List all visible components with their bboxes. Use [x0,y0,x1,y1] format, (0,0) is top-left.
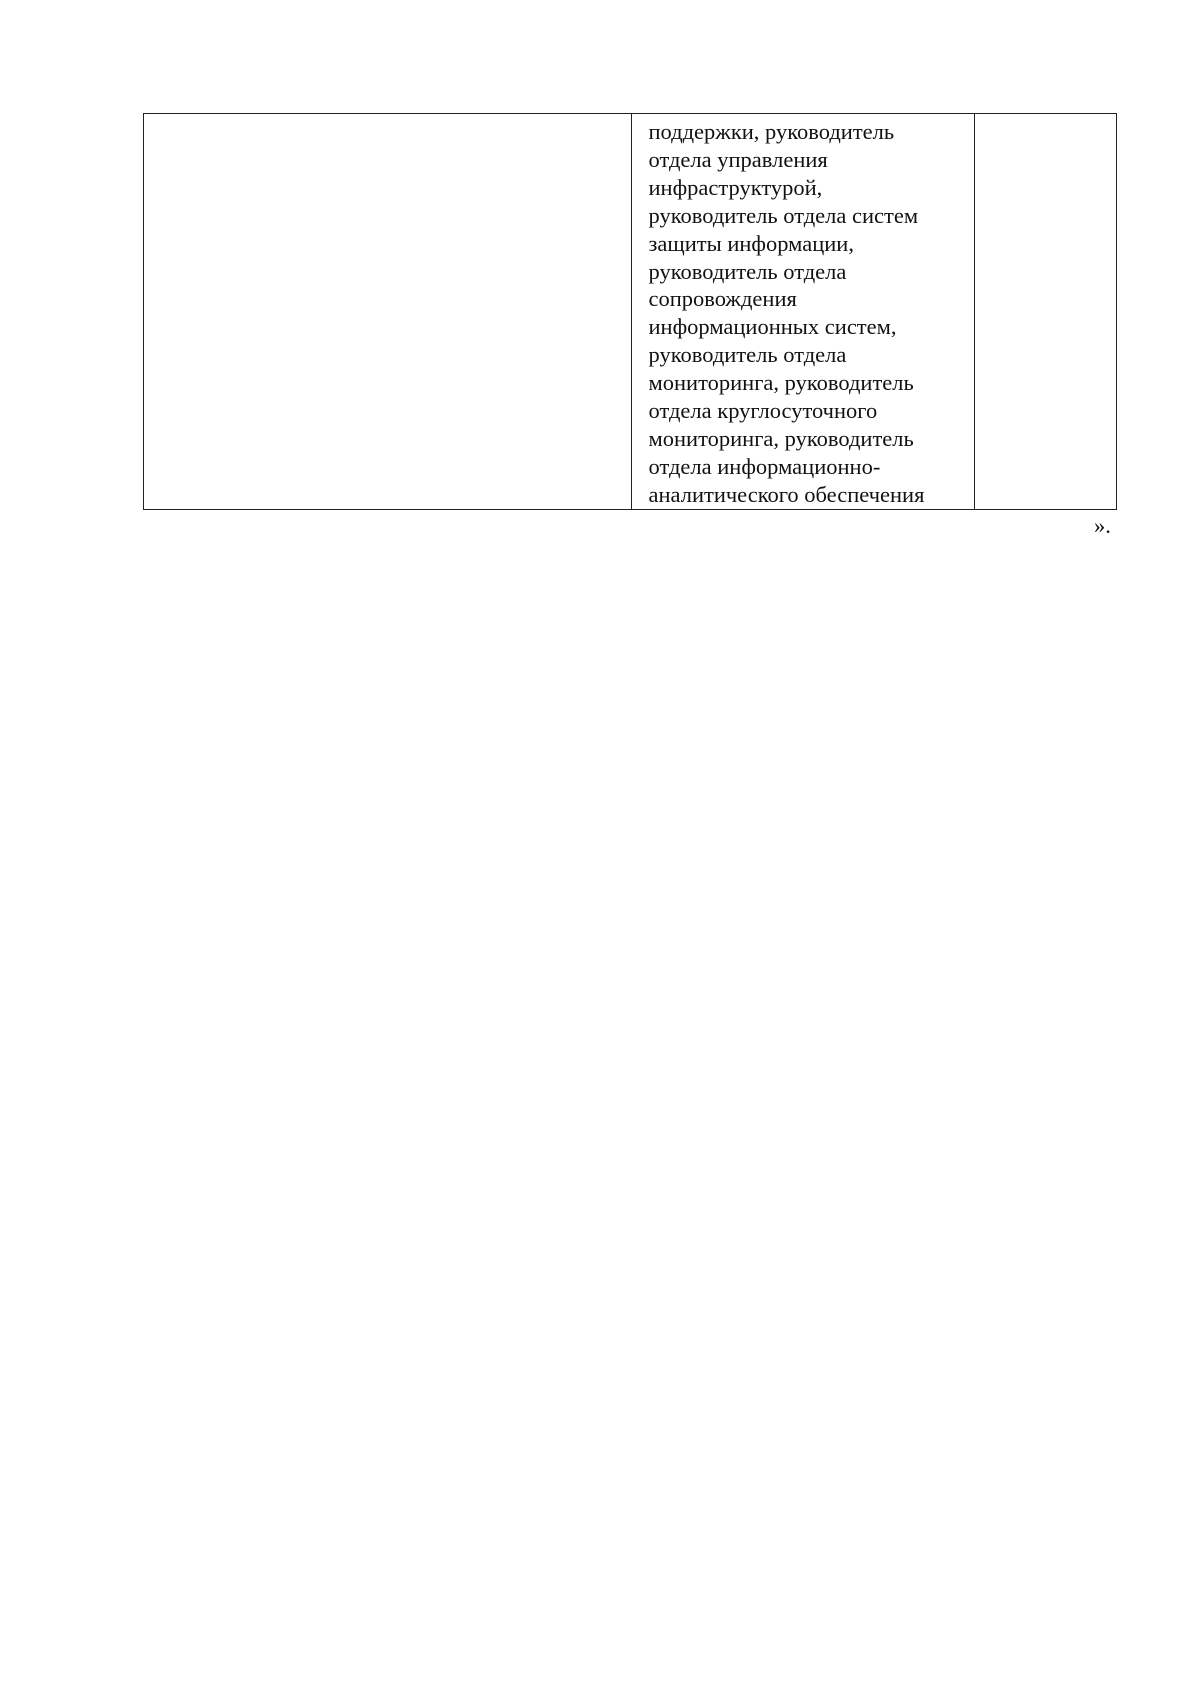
text-line: мониторинга, руководитель [648,425,914,451]
table-cell-empty-right [974,114,1116,510]
text-line: информационных систем, [648,314,897,340]
text-line: отдела управления [648,146,828,172]
text-line: отдела круглосуточного [648,398,878,424]
text-line: руководитель отдела [648,258,847,284]
responsible-persons-text [632,114,974,509]
text-line: защиты информации, [648,230,854,256]
text-line: мониторинга, руководитель [648,370,914,396]
text-line: аналитического обеспечения [648,481,925,507]
text-line: руководитель отдела систем [648,202,919,228]
text-line: отдела информационно- [648,453,881,479]
document-table [143,113,1117,510]
table-cell-responsible-persons [631,114,974,510]
table-row [144,114,1117,510]
text-line: сопровождения [648,286,797,312]
text-line: инфраструктурой, [648,174,823,200]
table-cell-empty-left [144,114,632,510]
closing-quote-mark: ». [1094,513,1111,538]
text-line: поддержки, руководитель [648,119,895,144]
text-line: руководитель отдела [648,342,847,368]
